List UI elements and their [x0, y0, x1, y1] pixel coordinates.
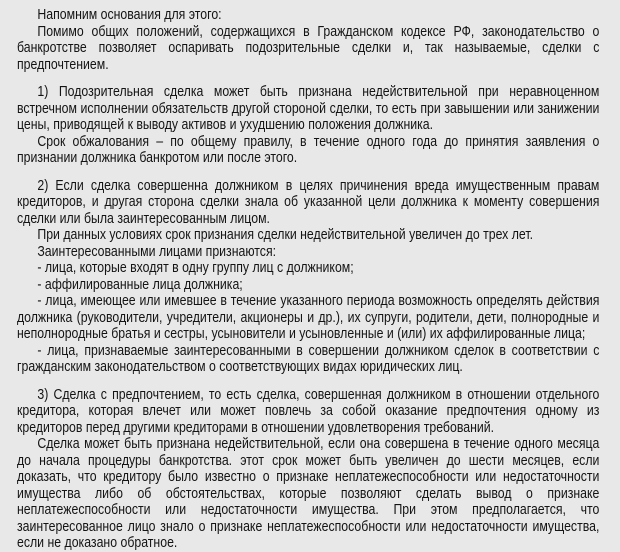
- paragraph: При данных условиях срок признания сделки недействительной увеличен до трех лет.: [37, 227, 534, 243]
- text-section: [17, 387, 599, 552]
- text-section: [17, 7, 599, 73]
- paragraph: Напомним основания для этого:: [37, 7, 222, 23]
- paragraph: Сделка может быть признана недействительной, если она совершена в течение одного месяца до начала процедуры банкротства. этот срок может быть увеличен до шести месяцев, если доказать, что кредитору было известно о признаке неплатежеспособности или недостаточности имущества либо об обстоятельствах, которые позволяют сделать вывод о признаке неплатежеспособности или недостаточности имущества. При этом предполагается, что заинтересованное лицо знало о признаке неплатежеспособности или недостаточности имущества, если не доказано обратное.: [16, 436, 600, 551]
- text-section: [17, 84, 599, 167]
- paragraph: 1) Подозрительная сделка может быть признана недействительной при неравноценном встречном исполнении обязательств другой стороной сделки, то есть при завышении или занижении цены, приводящей к выводу активов и ухудшению положения должника.: [16, 84, 600, 133]
- paragraph: Заинтересованными лицами признаются:: [37, 243, 277, 260]
- paragraph: - лица, признаваемые заинтересованными в совершении должником сделок в соответствии с гражданским законодательством о соответствующих видах юридических лиц.: [16, 342, 600, 375]
- paragraph: 2) Если сделка совершенна должником в целях причинения вреда имущественным правам кредиторов, и другая сторона сделки знала об указанной цели должника к моменту совершения сделки или была заинтересованным лицом.: [16, 177, 600, 227]
- paragraph: - лица, которые входят в одну группу лиц с должником;: [37, 260, 354, 276]
- paragraph: Срок обжалования – по общему правилу, в течение одного года до принятия заявления о признании должника банкротом или после этого.: [16, 133, 600, 166]
- paragraph: Помимо общих положений, содержащихся в Гражданском кодексе РФ, законодательство о банкротстве позволяет оспаривать подозрительные сделки и, так называемые, сделки с предпочтением.: [16, 23, 600, 73]
- paragraph: - лица, имеющее или имевшее в течение указанного периода возможность определять действия должника (руководители, учредители, акционеры и др.), их супруги, родители, дети, полнородные и неполнородные братья и сестры, усыновители и усыновленные и (или) их аффилированные лица;: [16, 293, 600, 342]
- paragraph: - аффилированные лица должника;: [37, 276, 243, 293]
- text-section: [17, 178, 599, 376]
- paragraph: 3) Сделка с предпочтением, то есть сделка, совершенная должником в отношении отдельного кредитора, которая влечет или может повлечь за собой оказание предпочтения одному из кредиторов перед другими кредиторами в отношении удовлетворения требований.: [16, 386, 600, 436]
